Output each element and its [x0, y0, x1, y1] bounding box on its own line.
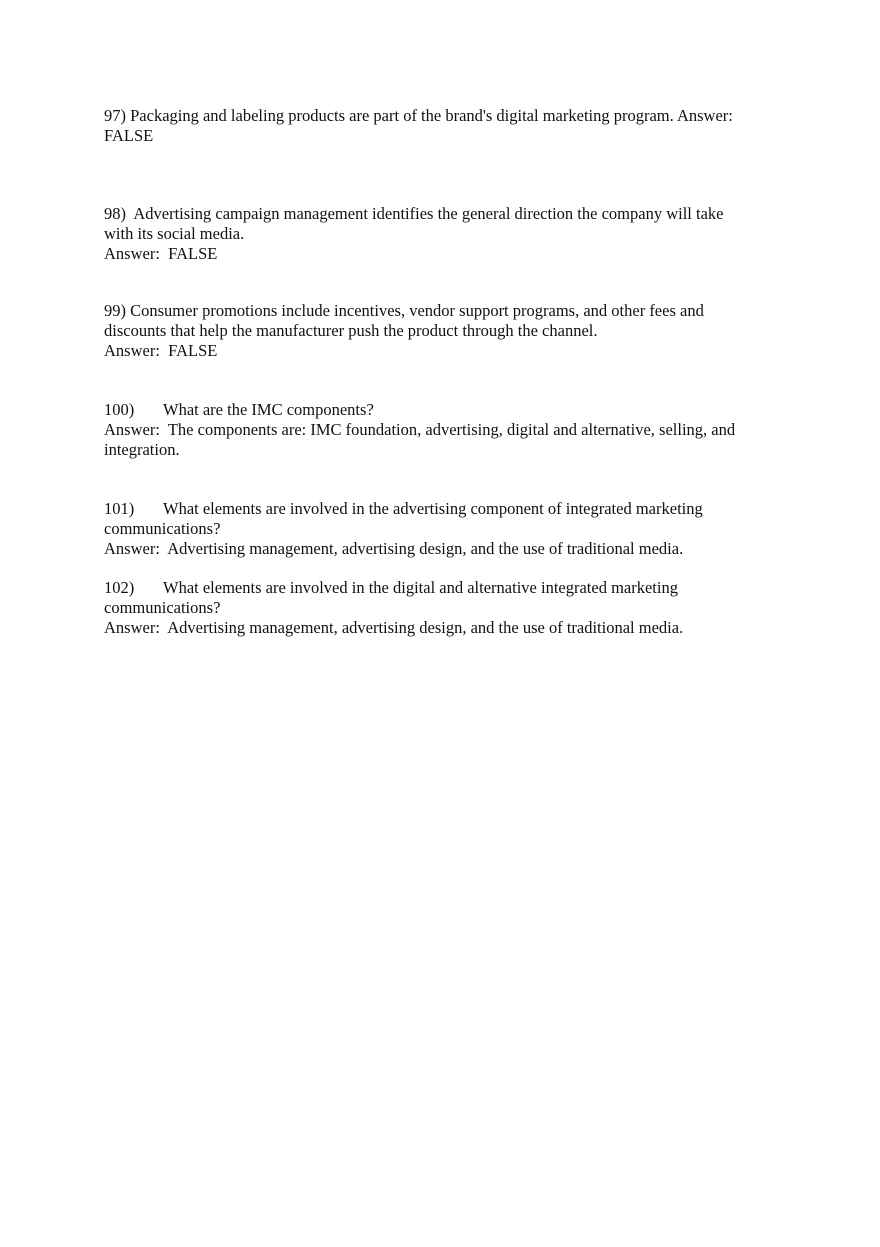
question-100-answer-line-2: integration. — [104, 440, 180, 459]
question-102-text-line-1: What elements are involved in the digital and alternative integrated marketing — [163, 578, 678, 597]
question-100-number: 100) — [104, 400, 135, 419]
question-101-text-line-2: communications? — [104, 519, 221, 538]
question-102-text-line-2: communications? — [104, 598, 221, 617]
question-100 — [104, 400, 776, 460]
question-102-answer: Answer: Advertising management, advertising design, and the use of traditional media. — [104, 618, 684, 637]
question-99-answer: Answer: FALSE — [104, 341, 218, 360]
question-100-text: What are the IMC components? — [163, 400, 374, 419]
question-99-line-1: 99) Consumer promotions include incentives, vendor support programs, and other fees and — [104, 301, 704, 320]
question-102 — [104, 578, 776, 638]
question-101-text-line-1: What elements are involved in the advertising component of integrated marketing — [163, 499, 703, 518]
question-98-line-2: with its social media. — [104, 224, 245, 243]
question-97 — [104, 106, 776, 146]
question-100-answer-line-1: Answer: The components are: IMC foundation, advertising, digital and alternative, selling, and — [104, 420, 736, 439]
question-99 — [104, 301, 776, 361]
question-102-number: 102) — [104, 578, 135, 597]
question-101-prompt — [104, 499, 776, 519]
question-98-answer: Answer: FALSE — [104, 244, 218, 263]
question-97-line-1: 97) Packaging and labeling products are part of the brand's digital marketing program. Answer: — [104, 106, 733, 125]
question-101 — [104, 499, 776, 559]
question-98 — [104, 204, 776, 264]
question-99-line-2: discounts that help the manufacturer push the product through the channel. — [104, 321, 598, 340]
question-100-prompt — [104, 400, 776, 420]
question-101-number: 101) — [104, 499, 135, 518]
question-98-line-1: 98) Advertising campaign management identifies the general direction the company will take — [104, 204, 724, 223]
question-101-answer: Answer: Advertising management, advertising design, and the use of traditional media. — [104, 539, 684, 558]
question-97-line-2: FALSE — [104, 126, 154, 145]
question-102-prompt — [104, 578, 776, 598]
